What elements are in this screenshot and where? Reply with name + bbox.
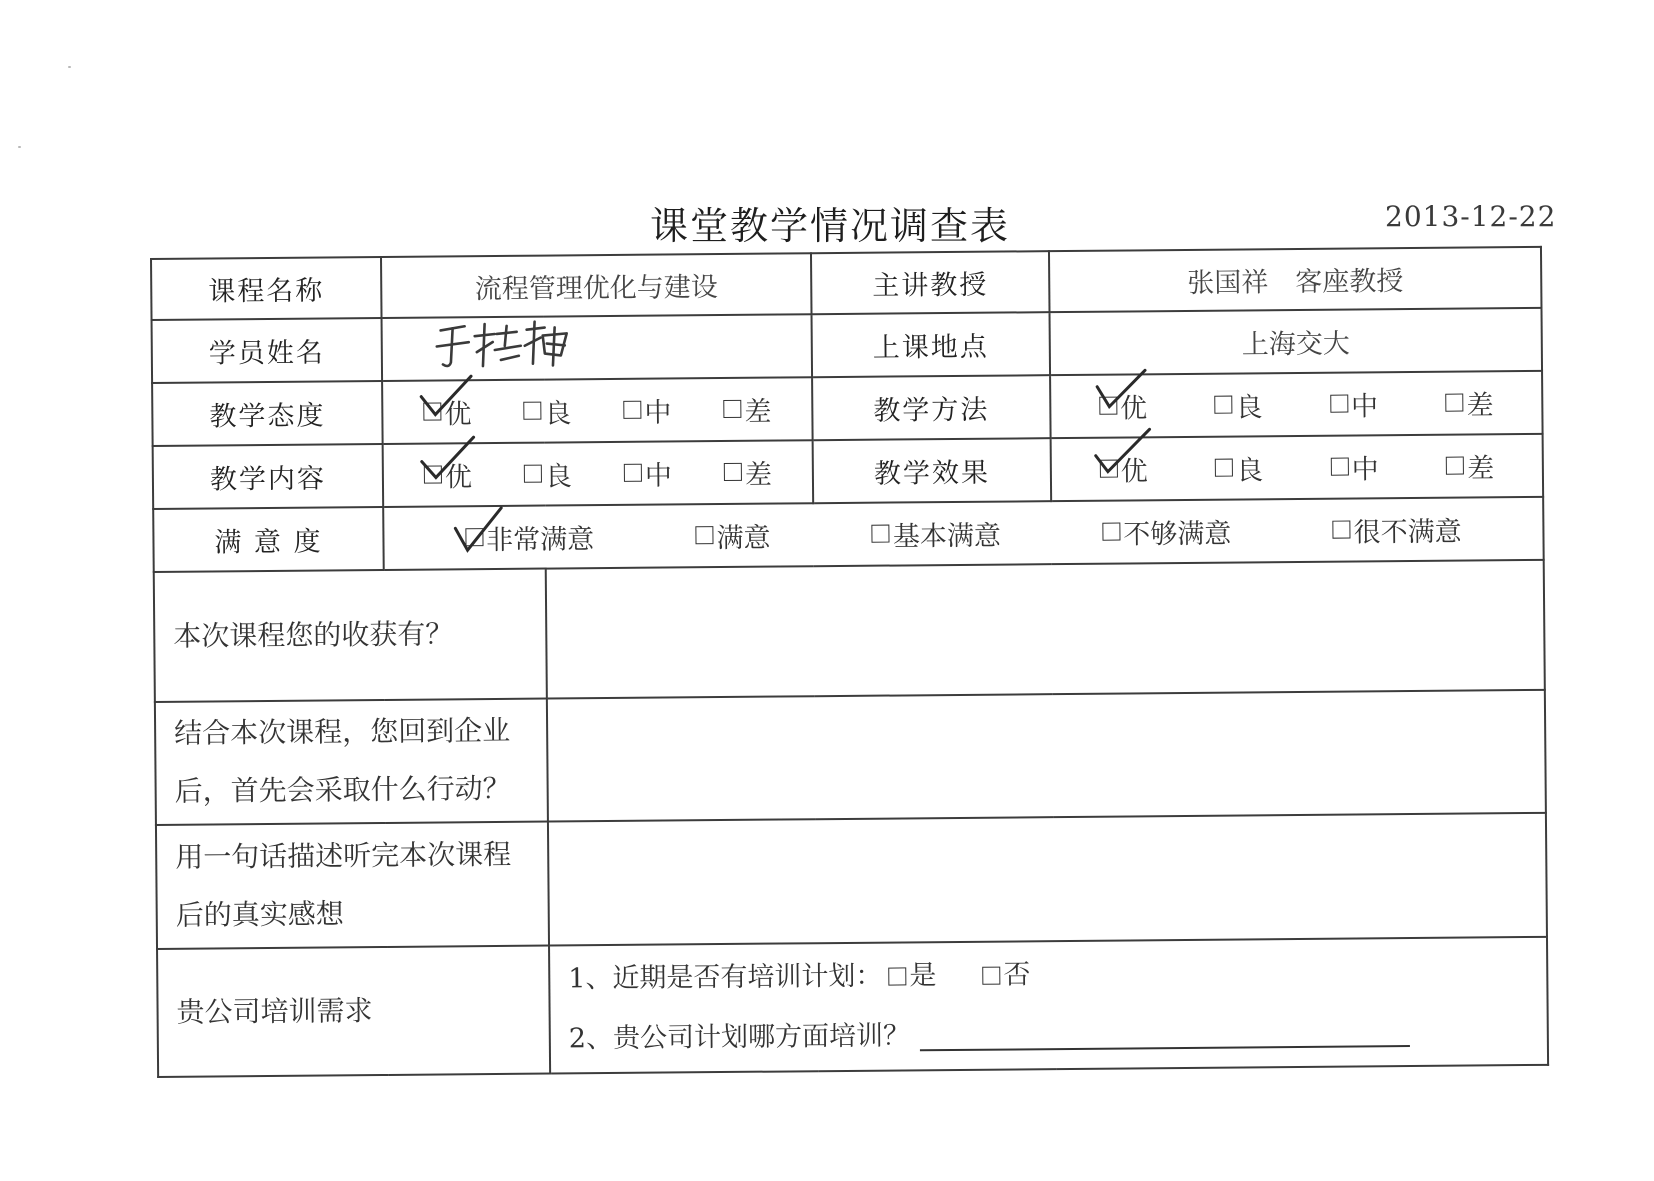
checkbox-icon[interactable] bbox=[524, 465, 542, 483]
option-excellent[interactable]: 优 bbox=[1099, 386, 1147, 425]
satisfaction-options bbox=[383, 496, 1544, 569]
option-good[interactable]: 良 bbox=[1214, 385, 1262, 424]
answer-gains[interactable] bbox=[546, 559, 1545, 698]
option-very-dissatisfied[interactable]: 很不满意 bbox=[1332, 509, 1461, 549]
option-good[interactable]: 良 bbox=[1215, 448, 1263, 487]
student-signature-cell[interactable] bbox=[382, 314, 813, 381]
checkbox-icon[interactable] bbox=[872, 525, 890, 543]
checkbox-icon[interactable] bbox=[723, 400, 741, 418]
checkbox-icon[interactable] bbox=[1100, 460, 1118, 478]
checkbox-icon[interactable] bbox=[1215, 459, 1233, 477]
satisfaction-label: 满 意 度 bbox=[153, 507, 384, 572]
option-satisfied[interactable]: 满意 bbox=[695, 515, 770, 555]
row-gains bbox=[154, 559, 1545, 701]
checkbox-icon[interactable] bbox=[1099, 397, 1117, 415]
checkbox-icon[interactable] bbox=[624, 464, 642, 482]
option-poor[interactable]: 差 bbox=[724, 452, 772, 491]
teaching-effect-options bbox=[1051, 434, 1544, 501]
location-label: 上课地点 bbox=[812, 312, 1051, 377]
checkbox-icon[interactable] bbox=[1214, 396, 1232, 414]
lecturer-label: 主讲教授 bbox=[811, 251, 1050, 314]
option-fair[interactable]: 中 bbox=[623, 390, 671, 429]
row-feeling bbox=[156, 813, 1547, 949]
option-yes[interactable]: 是 bbox=[888, 946, 937, 1006]
checkbox-icon[interactable] bbox=[523, 402, 541, 420]
checkbox-icon[interactable] bbox=[1330, 395, 1348, 413]
option-not-satisfied[interactable]: 不够满意 bbox=[1102, 511, 1231, 551]
option-basically-satisfied[interactable]: 基本满意 bbox=[872, 513, 1001, 553]
survey-date: 2013-12-22 bbox=[1385, 200, 1557, 233]
option-poor[interactable]: 差 bbox=[723, 389, 771, 428]
location-value[interactable]: 上海交大 bbox=[1050, 308, 1543, 375]
option-excellent[interactable]: 优 bbox=[424, 455, 472, 494]
checkbox-icon[interactable] bbox=[1445, 394, 1463, 412]
checkbox-icon[interactable] bbox=[1331, 458, 1349, 476]
option-excellent[interactable]: 优 bbox=[1099, 449, 1147, 488]
checkbox-icon[interactable] bbox=[1446, 457, 1464, 475]
student-label: 学员姓名 bbox=[152, 318, 383, 383]
teaching-method-label: 教学方法 bbox=[812, 375, 1051, 440]
checkbox-icon[interactable] bbox=[888, 967, 906, 985]
row-action bbox=[155, 689, 1546, 825]
training-needs-answers bbox=[549, 937, 1548, 1074]
survey-form bbox=[150, 246, 1547, 1078]
option-very-satisfied[interactable]: 非常满意 bbox=[465, 517, 594, 557]
checkbox-icon[interactable] bbox=[623, 401, 641, 419]
question-gains: 本次课程您的收获有？ bbox=[154, 568, 547, 701]
answer-feeling[interactable] bbox=[548, 813, 1547, 945]
teaching-content-label: 教学内容 bbox=[153, 444, 384, 509]
option-excellent[interactable]: 优 bbox=[423, 392, 471, 431]
row-training-needs bbox=[157, 937, 1548, 1077]
teaching-content-options bbox=[383, 440, 814, 507]
checkbox-icon[interactable] bbox=[724, 463, 742, 481]
option-fair[interactable]: 中 bbox=[1330, 384, 1378, 423]
teaching-effect-label: 教学效果 bbox=[813, 438, 1052, 503]
question-feeling: 用一句话描述听完本次课程 后的真实感想 bbox=[156, 822, 549, 949]
scan-speck bbox=[18, 146, 21, 148]
option-fair[interactable]: 中 bbox=[1330, 447, 1378, 486]
option-good[interactable]: 良 bbox=[524, 454, 572, 493]
teaching-attitude-label: 教学态度 bbox=[152, 381, 383, 446]
survey-table bbox=[150, 246, 1549, 1078]
course-label: 课程名称 bbox=[151, 257, 382, 320]
training-plan-line: 1、近期是否有培训计划： 是 否 bbox=[568, 941, 1528, 1009]
checkbox-icon[interactable] bbox=[1333, 521, 1351, 539]
checkbox-icon[interactable] bbox=[695, 526, 713, 544]
teaching-method-options bbox=[1050, 371, 1543, 438]
checkbox-icon[interactable] bbox=[1102, 523, 1120, 541]
checkbox-icon[interactable] bbox=[982, 967, 1000, 985]
checkbox-icon[interactable] bbox=[465, 528, 483, 546]
teaching-attitude-options bbox=[382, 377, 813, 444]
question-training-needs: 贵公司培训需求 bbox=[157, 946, 550, 1077]
option-poor[interactable]: 差 bbox=[1446, 446, 1494, 485]
option-poor[interactable]: 差 bbox=[1445, 383, 1493, 422]
question-action: 结合本次课程，您回到企业 后，首先会采取什么行动？ bbox=[155, 698, 548, 825]
checkbox-icon[interactable] bbox=[423, 403, 441, 421]
page-title: 课堂教学情况调查表 bbox=[649, 204, 1010, 248]
scan-speck bbox=[68, 66, 71, 68]
training-area-input[interactable] bbox=[920, 1017, 1410, 1051]
course-value[interactable]: 流程管理优化与建设 bbox=[381, 253, 812, 318]
option-no[interactable]: 否 bbox=[982, 945, 1031, 1005]
training-area-line: 2、贵公司计划哪方面培训？ bbox=[569, 1001, 1529, 1069]
checkbox-icon[interactable] bbox=[424, 466, 442, 484]
option-fair[interactable]: 中 bbox=[624, 453, 672, 492]
option-good[interactable]: 良 bbox=[523, 391, 571, 430]
answer-action[interactable] bbox=[547, 689, 1546, 821]
handwritten-signature bbox=[435, 315, 576, 378]
lecturer-value[interactable]: 张国祥 客座教授 bbox=[1049, 247, 1542, 312]
